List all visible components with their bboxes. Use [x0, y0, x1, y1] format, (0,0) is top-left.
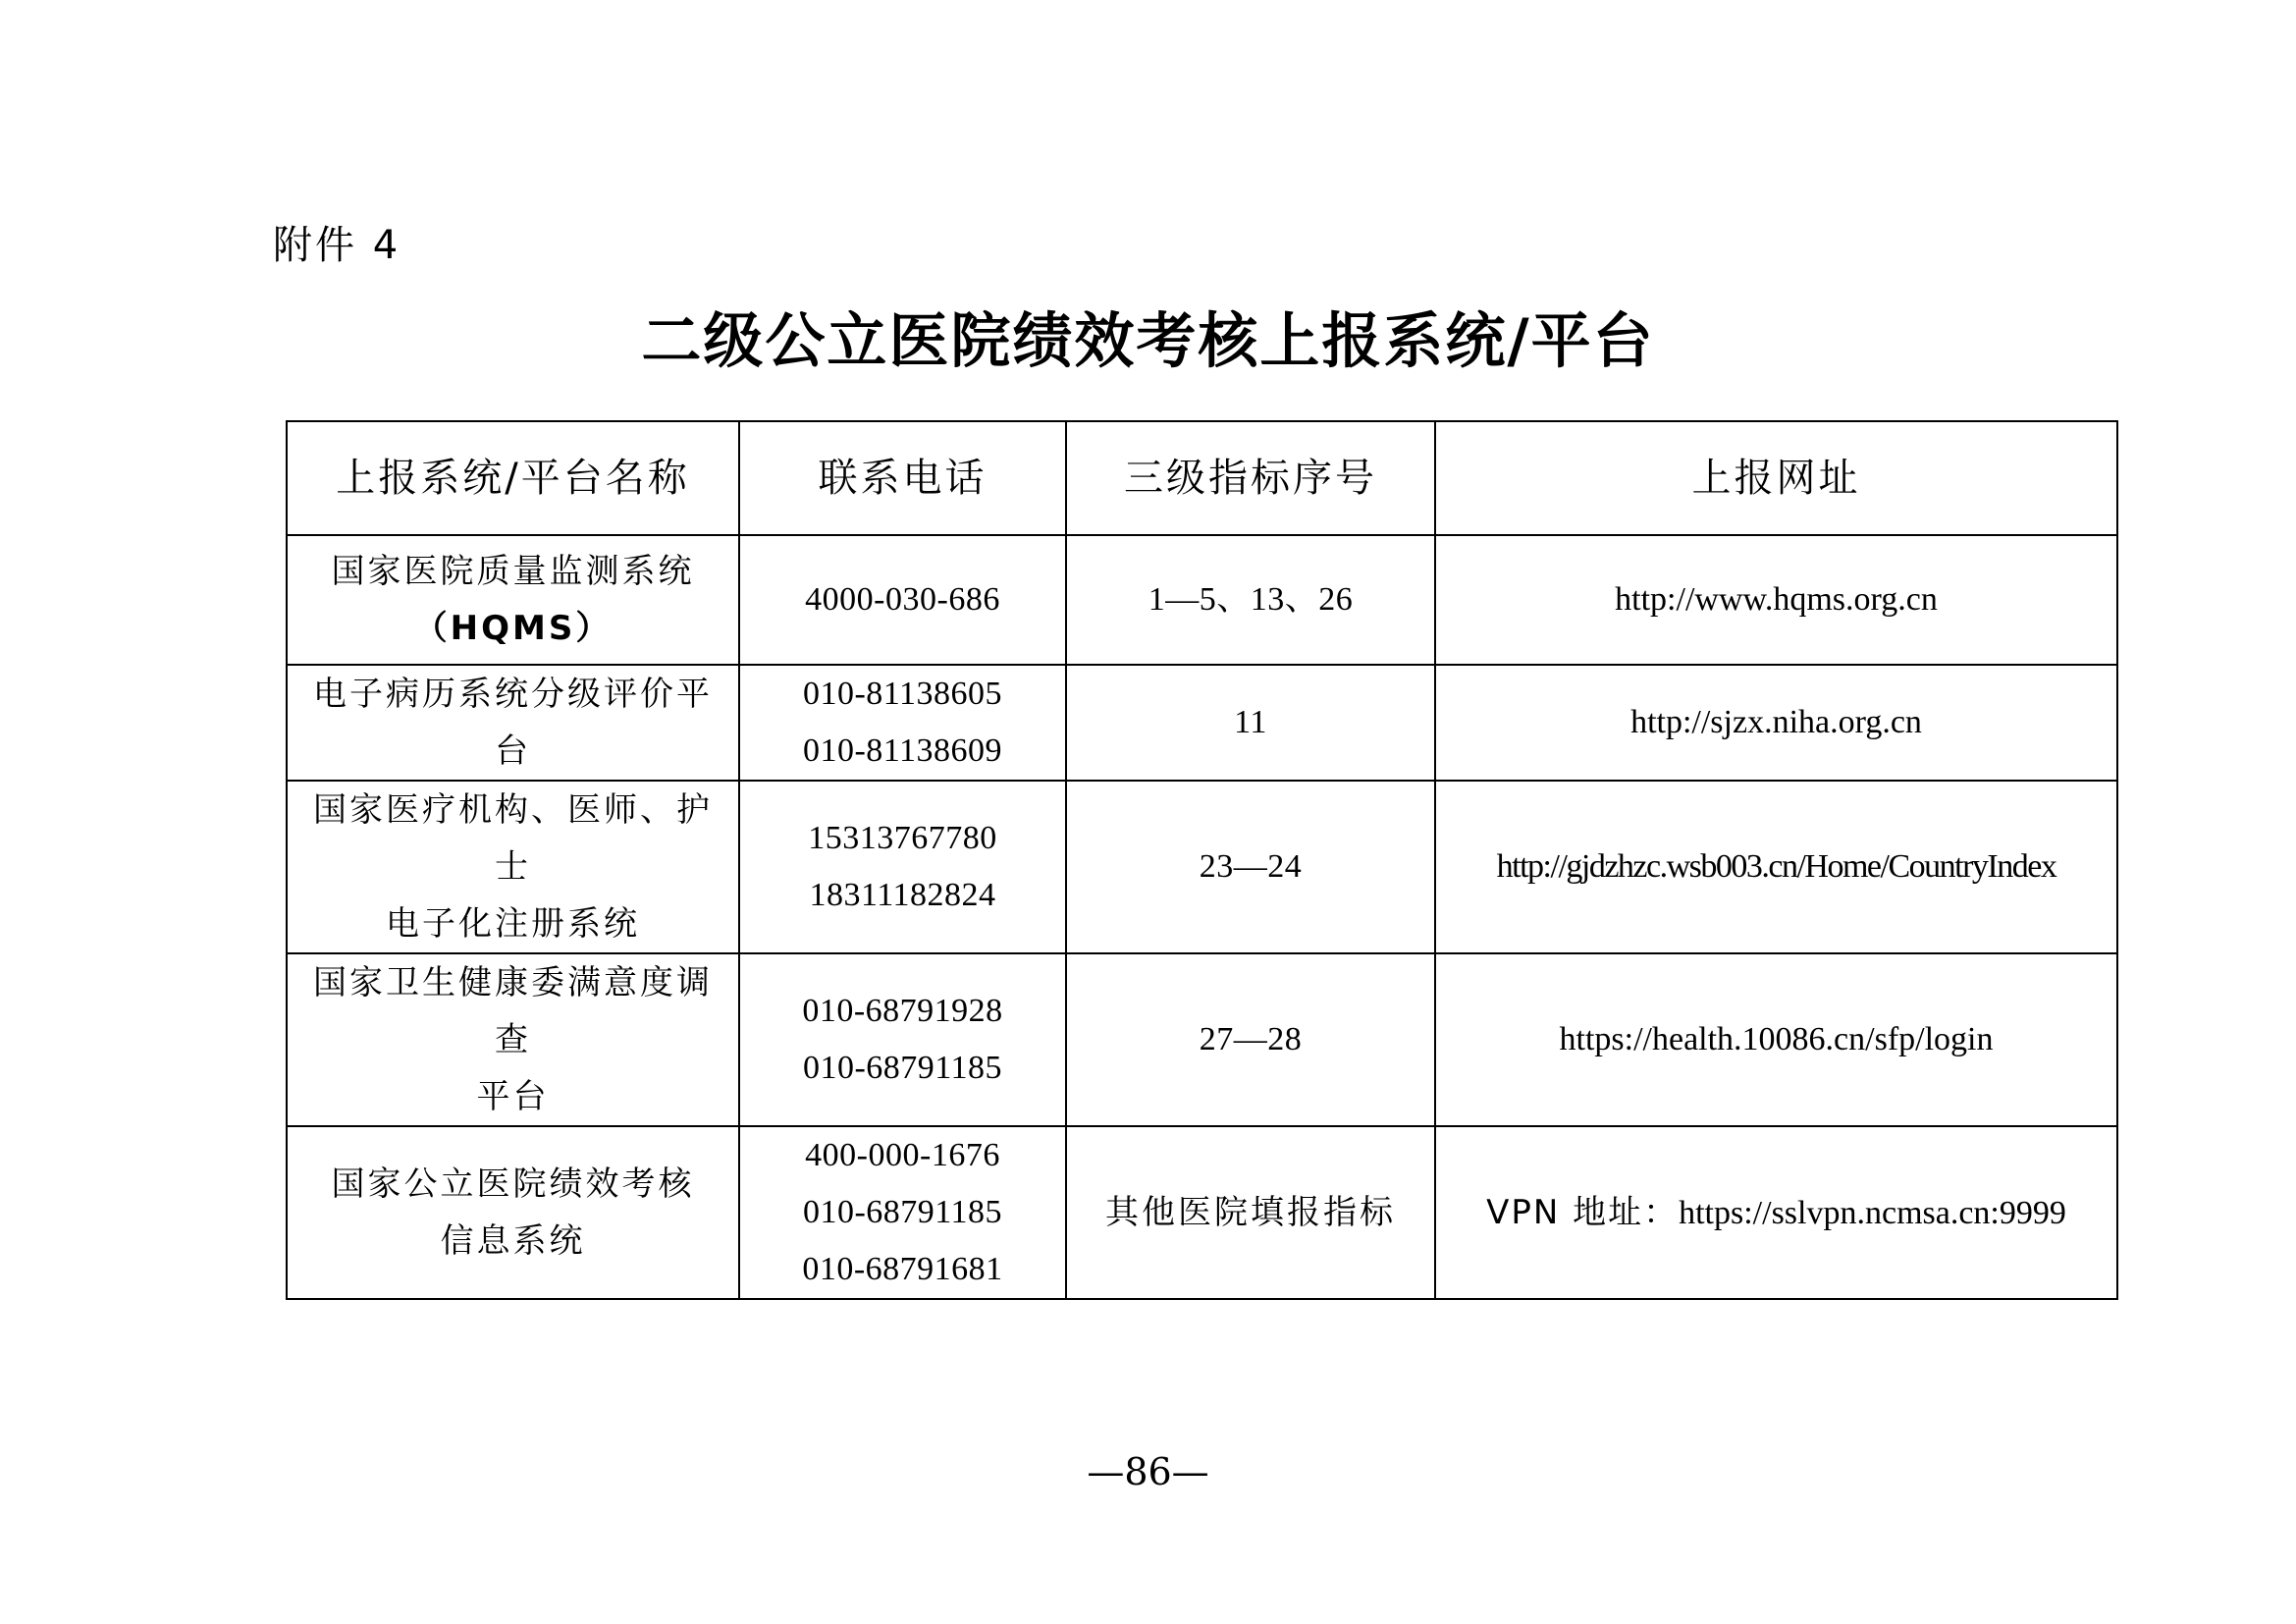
- table-header-row: [287, 421, 2117, 535]
- url-cell: [1435, 1126, 2117, 1299]
- table-row: [287, 1126, 2117, 1299]
- system-name-cell: [287, 781, 739, 953]
- system-name-cell: [287, 953, 739, 1126]
- report-url-link[interactable]: http://gjdzhzc.wsb003.cn/Home/CountryIndex: [1496, 848, 2056, 885]
- phone-cell: [739, 1126, 1066, 1299]
- report-url-link[interactable]: https://health.10086.cn/sfp/login: [1559, 1021, 1994, 1057]
- attachment-label: 附件 4: [273, 223, 401, 268]
- system-name-line: 电子化注册系统: [386, 904, 640, 944]
- system-name-line: 信息系统: [440, 1221, 586, 1261]
- system-name-line: 国家医疗机构、医师、护士: [313, 790, 713, 887]
- indicator-cell: 23—24: [1066, 781, 1435, 953]
- phone-number: 010-81138605: [802, 676, 1003, 712]
- reporting-systems-table: [286, 420, 2118, 1300]
- phone-number: 4000-030-686: [805, 581, 1000, 618]
- header-phone: 联系电话: [739, 421, 1066, 535]
- header-indicator: 三级指标序号: [1066, 421, 1435, 535]
- url-cell: [1435, 665, 2117, 781]
- header-system-name: 上报系统/平台名称: [287, 421, 739, 535]
- table-row: [287, 953, 2117, 1126]
- page-number: —86—: [1087, 1450, 1209, 1493]
- table-row: [287, 781, 2117, 953]
- phone-number: 010-68791681: [802, 1251, 1003, 1287]
- indicator-cell: 27—28: [1066, 953, 1435, 1126]
- phone-cell: [739, 535, 1066, 665]
- table-row: [287, 665, 2117, 781]
- url-cell: [1435, 953, 2117, 1126]
- phone-cell: [739, 781, 1066, 953]
- url-cell: [1435, 781, 2117, 953]
- phone-number: 010-81138609: [802, 732, 1003, 769]
- system-name-cell: [287, 1126, 739, 1299]
- system-name-line: （HQMS）: [413, 609, 613, 648]
- system-name-line: 电子病历系统分级评价平台: [313, 675, 713, 771]
- system-name-cell: [287, 535, 739, 665]
- phone-cell: [739, 953, 1066, 1126]
- phone-number: 010-68791928: [802, 993, 1003, 1029]
- report-url-link[interactable]: http://sjzx.niha.org.cn: [1630, 704, 1922, 740]
- indicator-cell: 1—5、13、26: [1066, 535, 1435, 665]
- system-name-line: 国家医院质量监测系统: [331, 552, 695, 591]
- vpn-address-label: VPN 地址：: [1486, 1192, 1680, 1232]
- system-name-line: 国家公立医院绩效考核: [331, 1164, 695, 1204]
- url-cell: [1435, 535, 2117, 665]
- report-url-link[interactable]: https://sslvpn.ncmsa.cn:9999: [1679, 1194, 2066, 1231]
- table-row: [287, 535, 2117, 665]
- system-name-line: 国家卫生健康委满意度调查: [313, 963, 713, 1059]
- header-url: 上报网址: [1435, 421, 2117, 535]
- indicator-cell: 其他医院填报指标: [1066, 1126, 1435, 1299]
- indicator-cell: 11: [1066, 665, 1435, 781]
- phone-cell: [739, 665, 1066, 781]
- phone-number: 18311182824: [809, 877, 996, 913]
- phone-number: 010-68791185: [802, 1050, 1003, 1086]
- phone-number: 010-68791185: [802, 1194, 1003, 1230]
- phone-number: 400-000-1676: [805, 1137, 1000, 1173]
- document-title: 二级公立医院绩效考核上报系统/平台: [641, 306, 1655, 376]
- system-name-cell: [287, 665, 739, 781]
- system-name-line: 平台: [476, 1077, 550, 1116]
- report-url-link[interactable]: http://www.hqms.org.cn: [1615, 581, 1938, 618]
- phone-number: 15313767780: [808, 820, 997, 856]
